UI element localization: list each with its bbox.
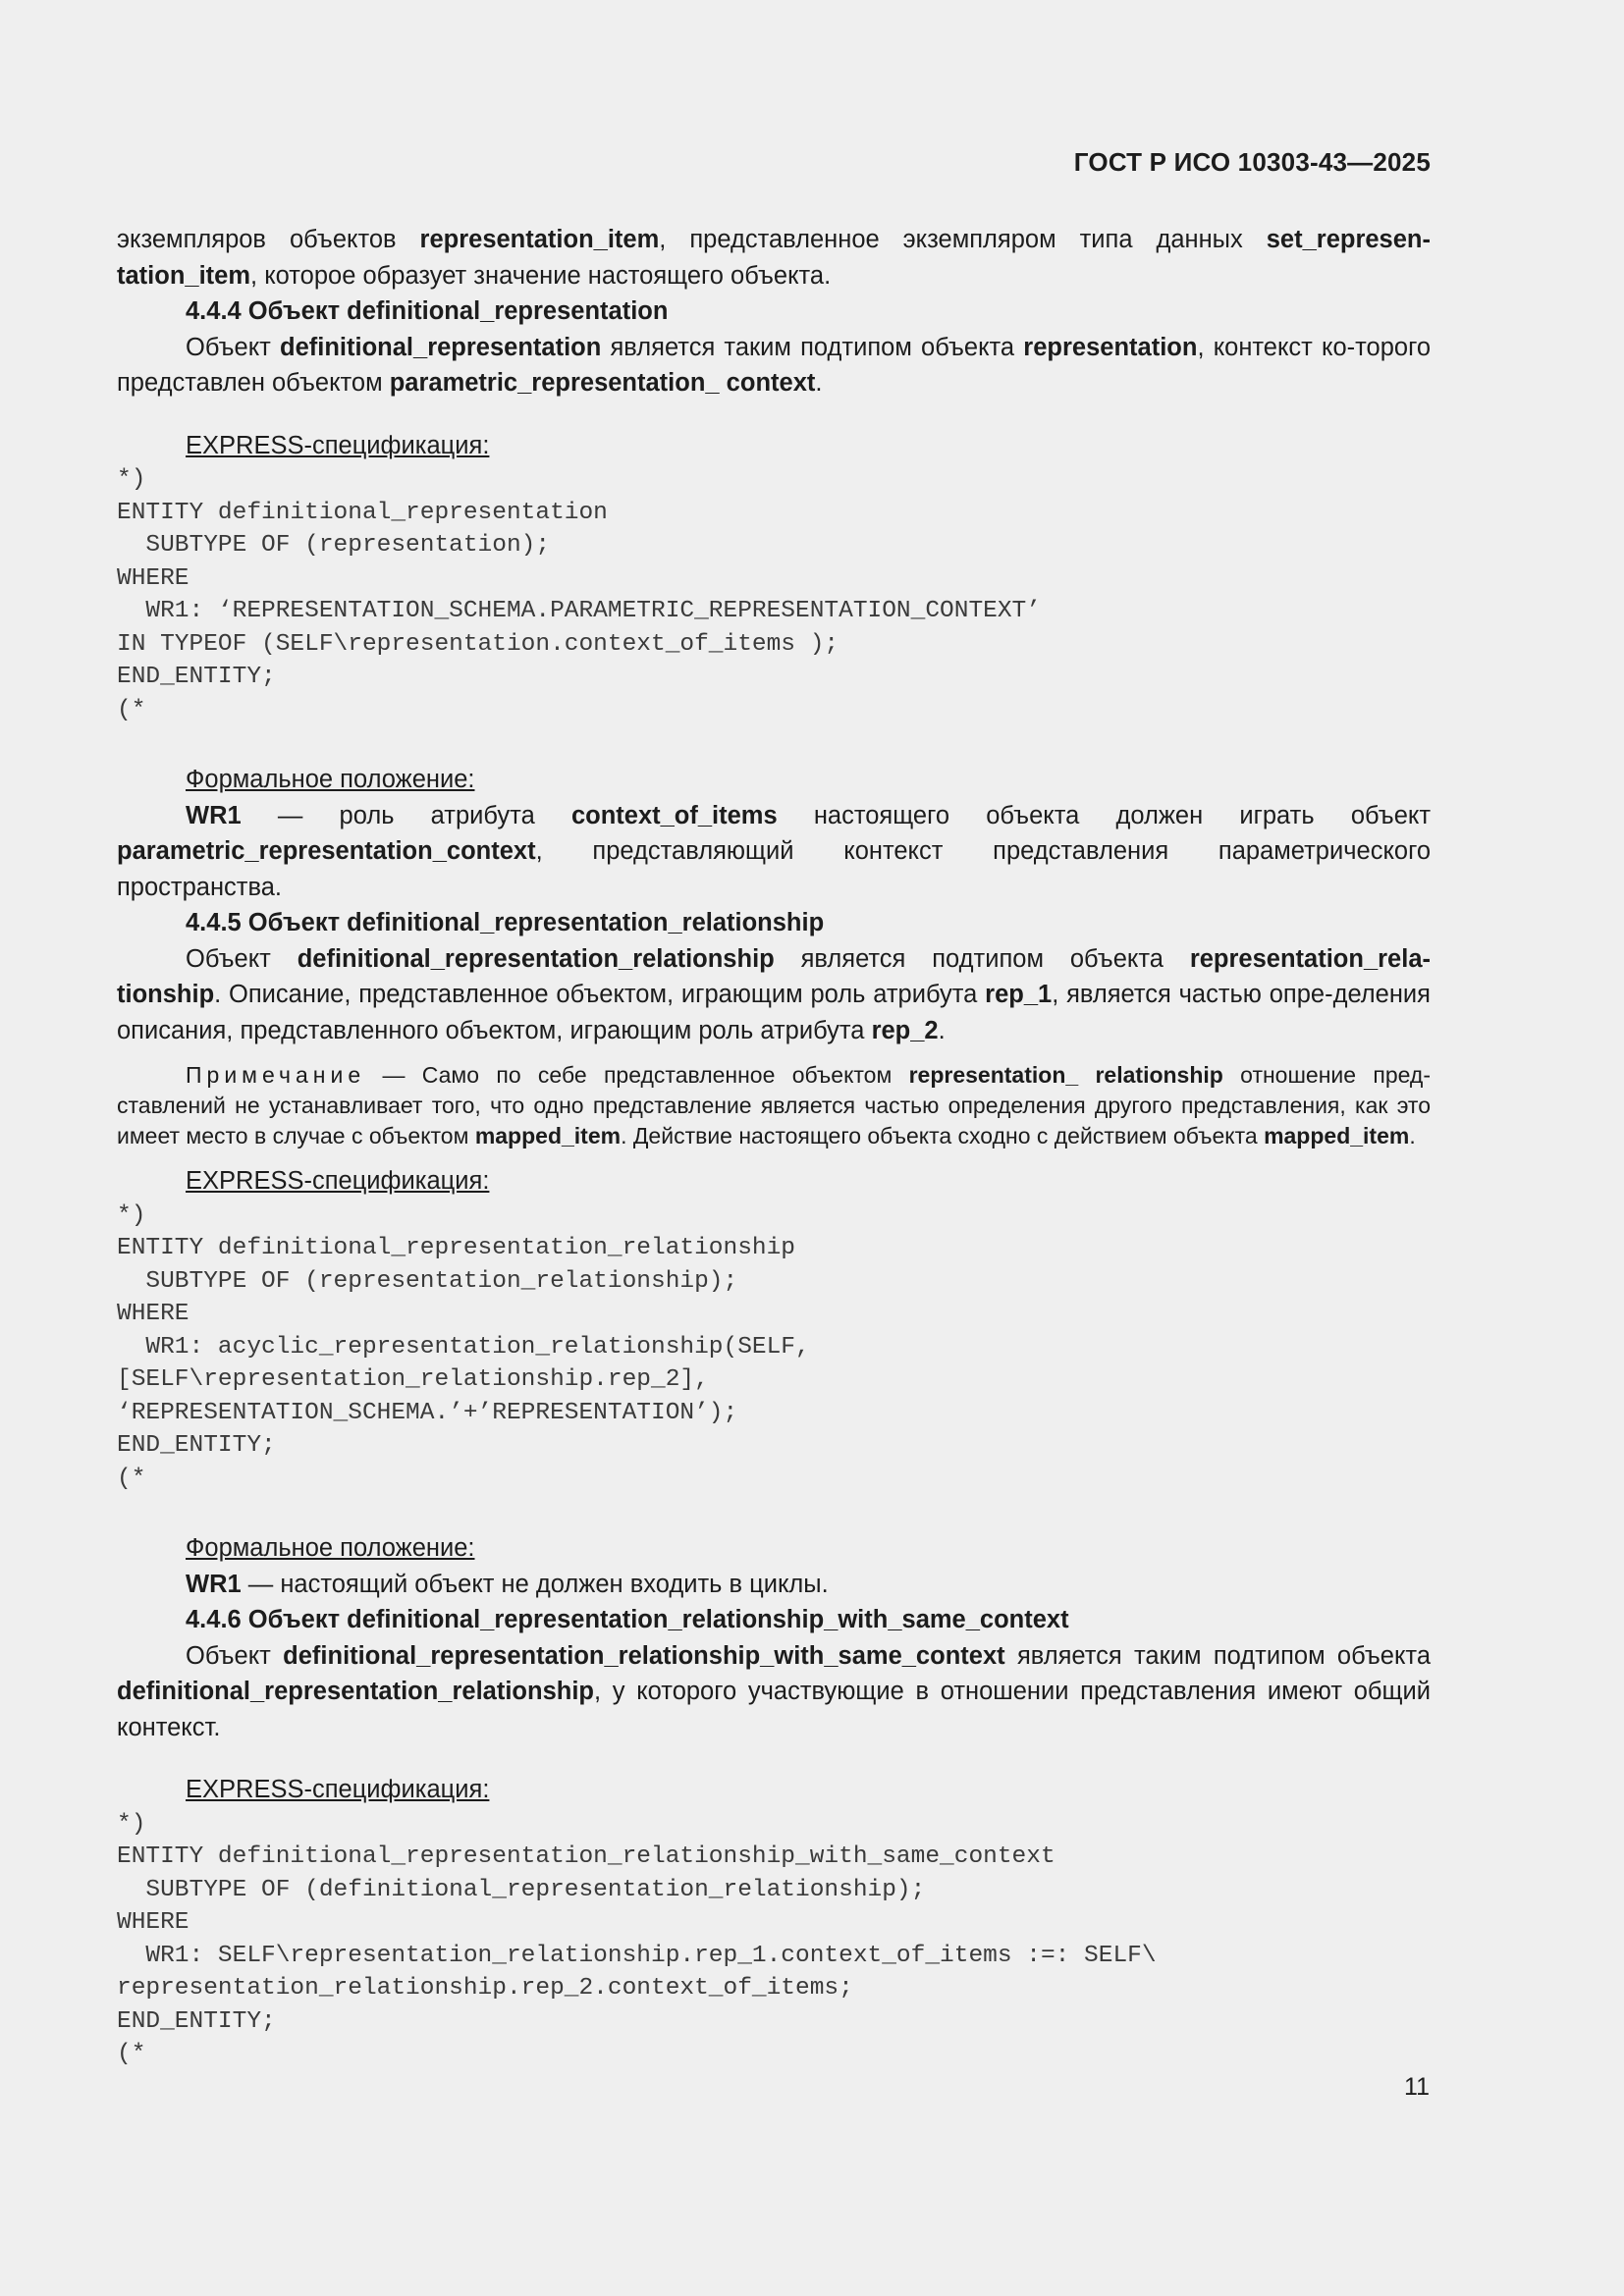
express-label: EXPRESS-спецификация: — [186, 431, 490, 459]
express-code-block: *) ENTITY definitional_representation_relationship SUBTYPE OF (representation_relationship); WHERE WR1: acyclic_representation_relationship(SELF, [SELF\representation_relationship.rep_2], ‘REPRESENTATION_SCHEMA.’+’REPRESENTATION’); END_ENTITY; (* — [117, 1201, 810, 1492]
formal-proposition-label: Формальное положение: — [186, 1534, 475, 1562]
intro-paragraph: экземпляров объектов representation_item, представленное экземпляром типа данных set_represen-tation_item, которое образует значение настоящего объекта. — [117, 226, 1431, 290]
document-header: ГОСТ Р ИСО 10303-43—2025 — [1073, 147, 1431, 177]
express-label: EXPRESS-спецификация: — [186, 1776, 490, 1803]
section-heading-4-4-5: 4.4.5 Объект definitional_representation_relationship — [186, 909, 825, 936]
section-heading-4-4-4: 4.4.4 Объект definitional_representation — [186, 297, 669, 325]
section-heading-4-4-6: 4.4.6 Объект definitional_representation_relationship_with_same_context — [186, 1606, 1069, 1633]
express-code-block: *) ENTITY definitional_representation SUBTYPE OF (representation); WHERE WR1: ‘REPRESENTATION_SCHEMA.PARAMETRIC_REPRESENTATION_CONTEXT’ IN TYPEOF (SELF\representation.context_of_items ); END_ENTITY; (* — [117, 466, 1041, 723]
note-paragraph: Примечание — Само по себе представленное объектом representation_ relationship отношение пред-ставлений не устанавливает того, что одно представление является частью определения другого представления, как это имеет место в случае с объектом mapped_item. Действие настоящего объекта сходно с действием объекта mapped_item. — [117, 1062, 1431, 1148]
where-rule-paragraph: WR1 — настоящий объект не должен входить в циклы. — [186, 1570, 829, 1598]
express-label: EXPRESS-спецификация: — [186, 1167, 490, 1195]
where-rule-paragraph: WR1 — роль атрибута context_of_items настоящего объекта должен играть объект parametric_representation_context, представляющий контекст представления параметрического пространства. — [117, 801, 1431, 901]
note-label: Примечание — [186, 1062, 366, 1088]
section-4-4-5-paragraph: Объект definitional_representation_relationship является подтипом объекта representation_rela-tionship. Описание, представленное объектом, играющим роль атрибута rep_1, является частью опре-деления описания, представленного объектом, играющим роль атрибута rep_2. — [117, 944, 1431, 1044]
section-4-4-4-paragraph: Объект definitional_representation является таким подтипом объекта representation, контекст ко-торого представлен объектом parametric_representation_ context. — [117, 333, 1432, 397]
page-content — [117, 222, 1431, 2071]
formal-proposition-label: Формальное положение: — [186, 766, 475, 793]
section-4-4-6-paragraph: Объект definitional_representation_relationship_with_same_context является таким подтипом объекта definitional_representation_relationship, у которого участвующие в отношении представления имеют общий контекст. — [117, 1641, 1432, 1741]
page-number: 11 — [1404, 2073, 1430, 2101]
express-code-block: *) ENTITY definitional_representation_relationship_with_same_context SUBTYPE OF (definitional_representation_relationship); WHERE WR1: SELF\representation_relationship.rep_1.context_of_items :=: SELF\ representation_relationship.rep_2.context_of_items; END_ENTITY; (* — [117, 1810, 1157, 2067]
